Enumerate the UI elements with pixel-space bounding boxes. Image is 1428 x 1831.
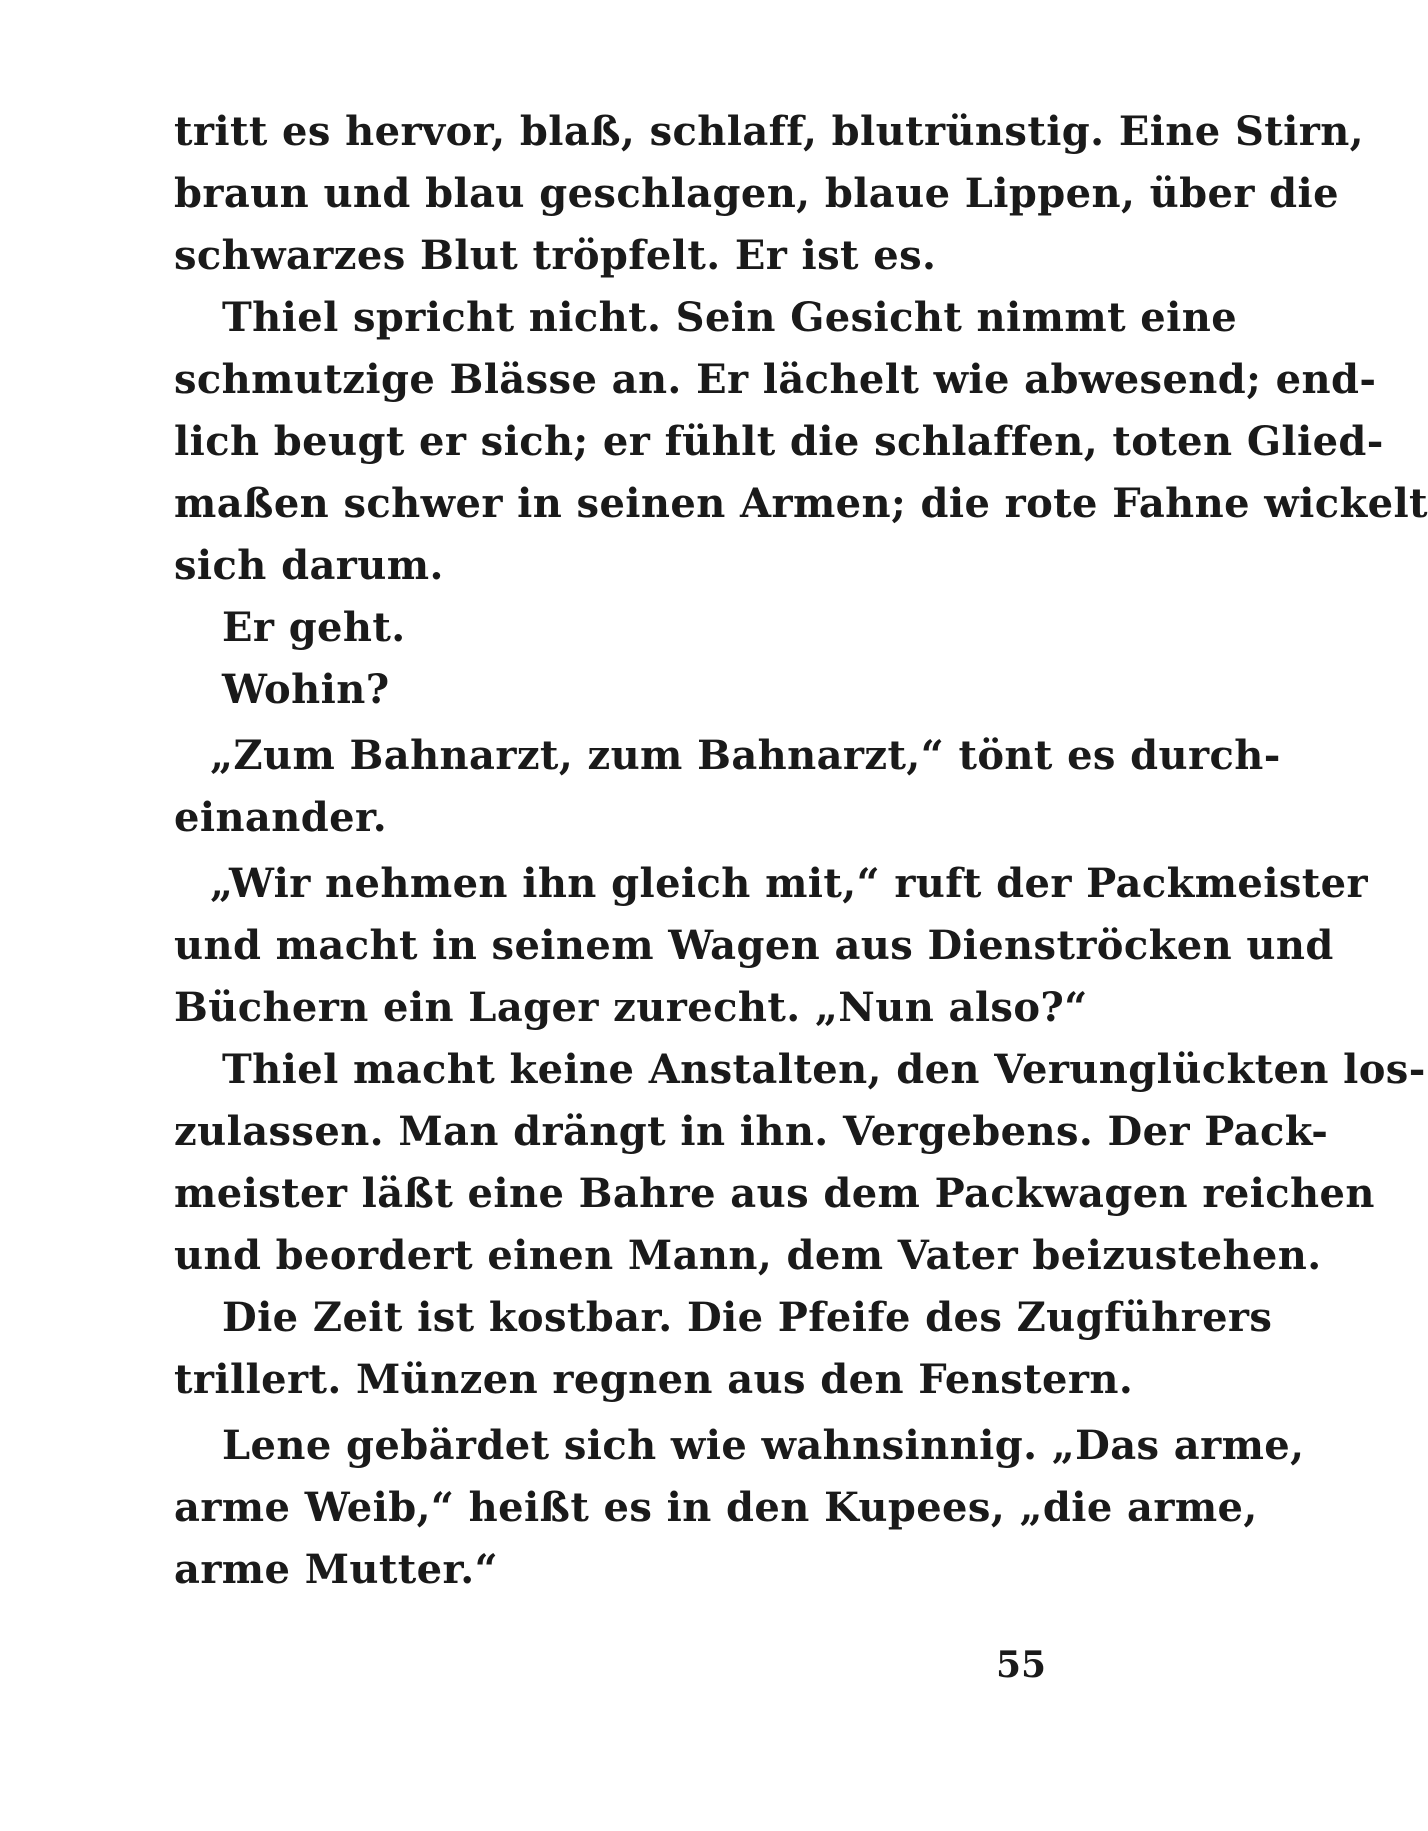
text-line: arme Weib,“ heißt es in den Kupees, „die arme, xyxy=(174,1484,1258,1531)
text-line: „Zum Bahnarzt, zum Bahnarzt,“ tönt es durch- xyxy=(210,732,1281,779)
text-line: Lene gebärdet sich wie wahnsinnig. „Das arme, xyxy=(222,1422,1305,1469)
text-line: Er geht. xyxy=(222,604,406,651)
page-number: 55 xyxy=(996,1644,1047,1686)
text-line: schwarzes Blut tröpfelt. Er ist es. xyxy=(174,232,937,279)
text-line: Die Zeit ist kostbar. Die Pfeife des Zugführers xyxy=(222,1294,1273,1341)
text-line: sich darum. xyxy=(174,542,444,589)
text-line: tritt es hervor, blaß, schlaff, blutrünstig. Eine Stirn, xyxy=(174,108,1364,155)
text-line: maßen schwer in seinen Armen; die rote Fahne wickelt xyxy=(174,480,1428,527)
text-line: arme Mutter.“ xyxy=(174,1546,498,1593)
text-line: braun und blau geschlagen, blaue Lippen, über die xyxy=(174,170,1339,217)
text-line: schmutzige Blässe an. Er lächelt wie abwesend; end- xyxy=(174,356,1377,403)
text-line: trillert. Münzen regnen aus den Fenstern. xyxy=(174,1356,1134,1403)
text-line: und beordert einen Mann, dem Vater beizustehen. xyxy=(174,1232,1322,1279)
text-line: lich beugt er sich; er fühlt die schlaffen, toten Glied- xyxy=(174,418,1384,465)
text-line: Wohin? xyxy=(222,666,390,713)
text-line: Thiel spricht nicht. Sein Gesicht nimmt eine xyxy=(222,294,1238,341)
text-line: meister läßt eine Bahre aus dem Packwagen reichen xyxy=(174,1170,1375,1217)
text-line: „Wir nehmen ihn gleich mit,“ ruft der Packmeister xyxy=(210,860,1368,907)
text-line: und macht in seinem Wagen aus Dienströcken und xyxy=(174,922,1334,969)
text-line: zulassen. Man drängt in ihn. Vergebens. Der Pack- xyxy=(174,1108,1329,1155)
text-line: Thiel macht keine Anstalten, den Verunglückten los- xyxy=(222,1046,1426,1093)
text-line: einander. xyxy=(174,794,388,841)
text-line: Büchern ein Lager zurecht. „Nun also?“ xyxy=(174,984,1088,1031)
